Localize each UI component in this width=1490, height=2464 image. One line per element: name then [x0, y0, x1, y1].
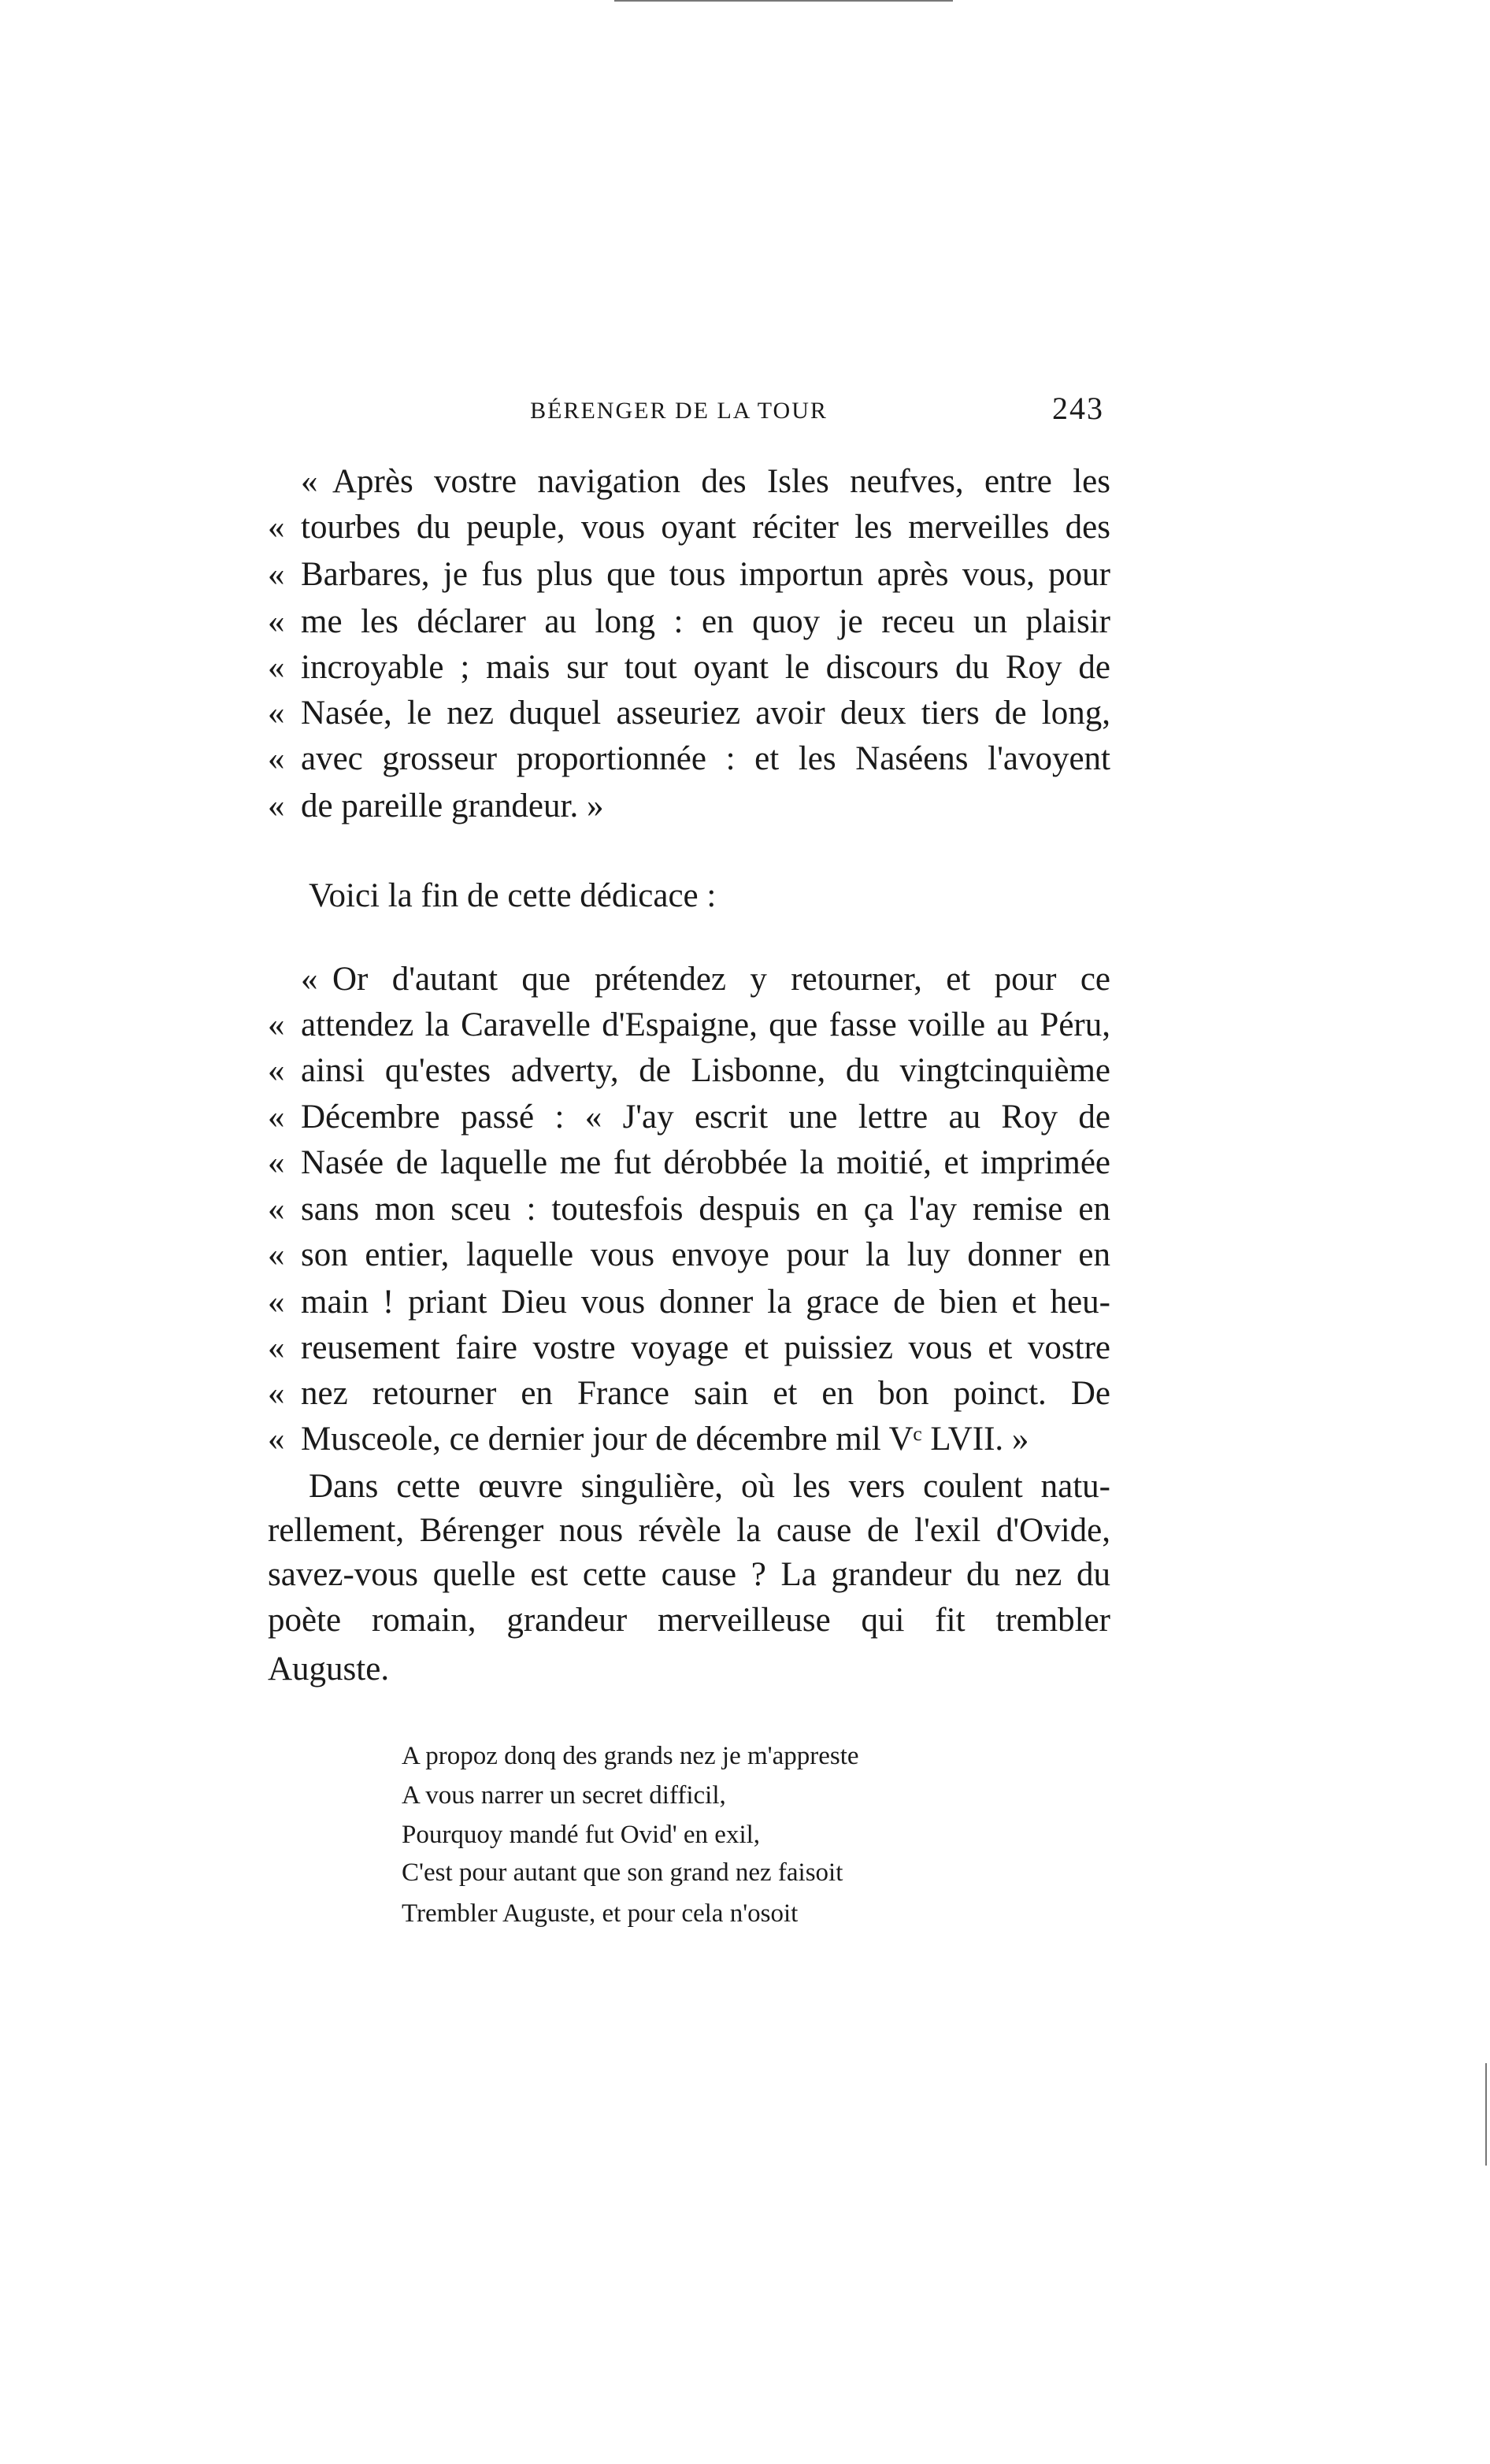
quote2-line: [0, 1002, 1490, 1048]
quote-mark: «: [268, 1236, 285, 1273]
line-text: main ! priant Dieu vous donner la grace de bien et heu-: [301, 1284, 1110, 1321]
paragraph-line: [0, 1552, 1490, 1598]
intro-sentence: Voici la fin de cette dédicace :: [309, 877, 717, 914]
line-text: de pareille grandeur. »: [301, 787, 604, 824]
line-text: sans mon sceu : toutesfois despuis en ça l'ay remise en: [301, 1191, 1110, 1228]
quote2-line: [0, 1325, 1490, 1371]
quote-mark: «: [268, 1099, 285, 1136]
paragraph-line: [0, 1647, 1490, 1692]
quote2-line: [0, 1048, 1490, 1094]
line-text: me les déclarer au long : en quoy je receu un plaisir: [301, 603, 1110, 640]
quote2-line: [0, 1417, 1490, 1462]
quote-mark: «: [268, 1006, 285, 1043]
quote1-line: [0, 505, 1490, 550]
line-text: son entier, laquelle vous envoye pour la luy donner en: [301, 1236, 1110, 1273]
quote2-line: [0, 1140, 1490, 1186]
quote2-line: [0, 1187, 1490, 1232]
running-title: BÉRENGER DE LA TOUR: [530, 398, 828, 424]
line-text: rellement, Bérenger nous révèle la cause de l'exil d'Ovide,: [268, 1512, 1110, 1549]
verse-line: A vous narrer un secret difficil,: [402, 1781, 726, 1810]
quote1-line: [0, 736, 1490, 782]
line-text: Or d'autant que prétendez y retourner, et pour ce: [332, 961, 1110, 998]
line-text: Auguste.: [268, 1651, 390, 1688]
quote2-line: [0, 1095, 1490, 1140]
quote2-line: [0, 957, 1490, 1002]
quote-mark: «: [268, 1421, 285, 1458]
line-text: savez-vous quelle est cette cause ? La grandeur du nez du: [268, 1556, 1110, 1593]
quote-mark: «: [268, 509, 285, 546]
quote-mark: «: [301, 961, 318, 998]
line-text: Dans cette œuvre singulière, où les vers coulent natu-: [309, 1468, 1110, 1505]
quote1-line: [0, 691, 1490, 736]
line-text: ainsi qu'estes adverty, de Lisbonne, du vingtcinquième: [301, 1052, 1110, 1089]
verse-line: A propoz donq des grands nez je m'appreste: [402, 1742, 859, 1770]
quote-mark: «: [268, 1375, 285, 1412]
line-text: Nasée, le nez duquel asseuriez avoir deux tiers de long,: [301, 695, 1110, 732]
quote1-line: [0, 459, 1490, 505]
scan-edge-mark: [1485, 2063, 1487, 2166]
line-text: attendez la Caravelle d'Espaigne, que fasse voille au Péru,: [301, 1006, 1110, 1043]
paragraph-line: [0, 1598, 1490, 1643]
line-text: reusement faire vostre voyage et puissiez vous et vostre: [301, 1329, 1110, 1366]
page-number: 243: [1052, 391, 1104, 426]
line-text: Barbares, je fus plus que tous importun après vous, pour: [301, 556, 1110, 593]
quote-mark: «: [268, 649, 285, 686]
quote-mark: «: [268, 603, 285, 640]
line-text: avec grosseur proportionnée : et les Naséens l'avoyent: [301, 740, 1110, 777]
verse-line: C'est pour autant que son grand nez faisoit: [402, 1858, 843, 1887]
scan-edge-mark: [614, 0, 953, 2]
quote-mark: «: [268, 1144, 285, 1181]
quote2-line: [0, 1280, 1490, 1325]
line-text: tourbes du peuple, vous oyant réciter les merveilles des: [301, 509, 1110, 546]
line-text: poète romain, grandeur merveilleuse qui fit trembler: [268, 1602, 1110, 1639]
quote-mark: «: [268, 1191, 285, 1228]
quote-mark: «: [268, 556, 285, 593]
quote1-line: [0, 599, 1490, 645]
verse-line: Trembler Auguste, et pour cela n'osoit: [402, 1899, 799, 1928]
quote2-line: [0, 1371, 1490, 1417]
line-text: incroyable ; mais sur tout oyant le discours du Roy de: [301, 649, 1110, 686]
line-text: Décembre passé : « J'ay escrit une lettre au Roy de: [301, 1099, 1110, 1136]
verse-line: Pourquoy mandé fut Ovid' en exil,: [402, 1821, 761, 1849]
line-text: nez retourner en France sain et en bon poinct. De: [301, 1375, 1110, 1412]
quote1-line: [0, 552, 1490, 598]
quote-mark: «: [268, 1052, 285, 1089]
paragraph-line: [0, 1464, 1490, 1510]
quote-mark: «: [268, 1284, 285, 1321]
quote1-line: [0, 784, 1490, 829]
quote-mark: «: [268, 1329, 285, 1366]
line-text: Après vostre navigation des Isles neufves, entre les: [332, 463, 1110, 500]
quote-mark: «: [268, 740, 285, 777]
quote-mark: «: [301, 463, 318, 500]
paragraph-line: [0, 1508, 1490, 1554]
quote-mark: «: [268, 787, 285, 824]
line-text: Nasée de laquelle me fut dérobbée la moitié, et imprimée: [301, 1144, 1110, 1181]
quote1-line: [0, 645, 1490, 691]
quote2-line: [0, 1232, 1490, 1278]
quote-mark: «: [268, 695, 285, 732]
line-text: Musceole, ce dernier jour de décembre mil Vᶜ LVII. »: [301, 1421, 1029, 1458]
